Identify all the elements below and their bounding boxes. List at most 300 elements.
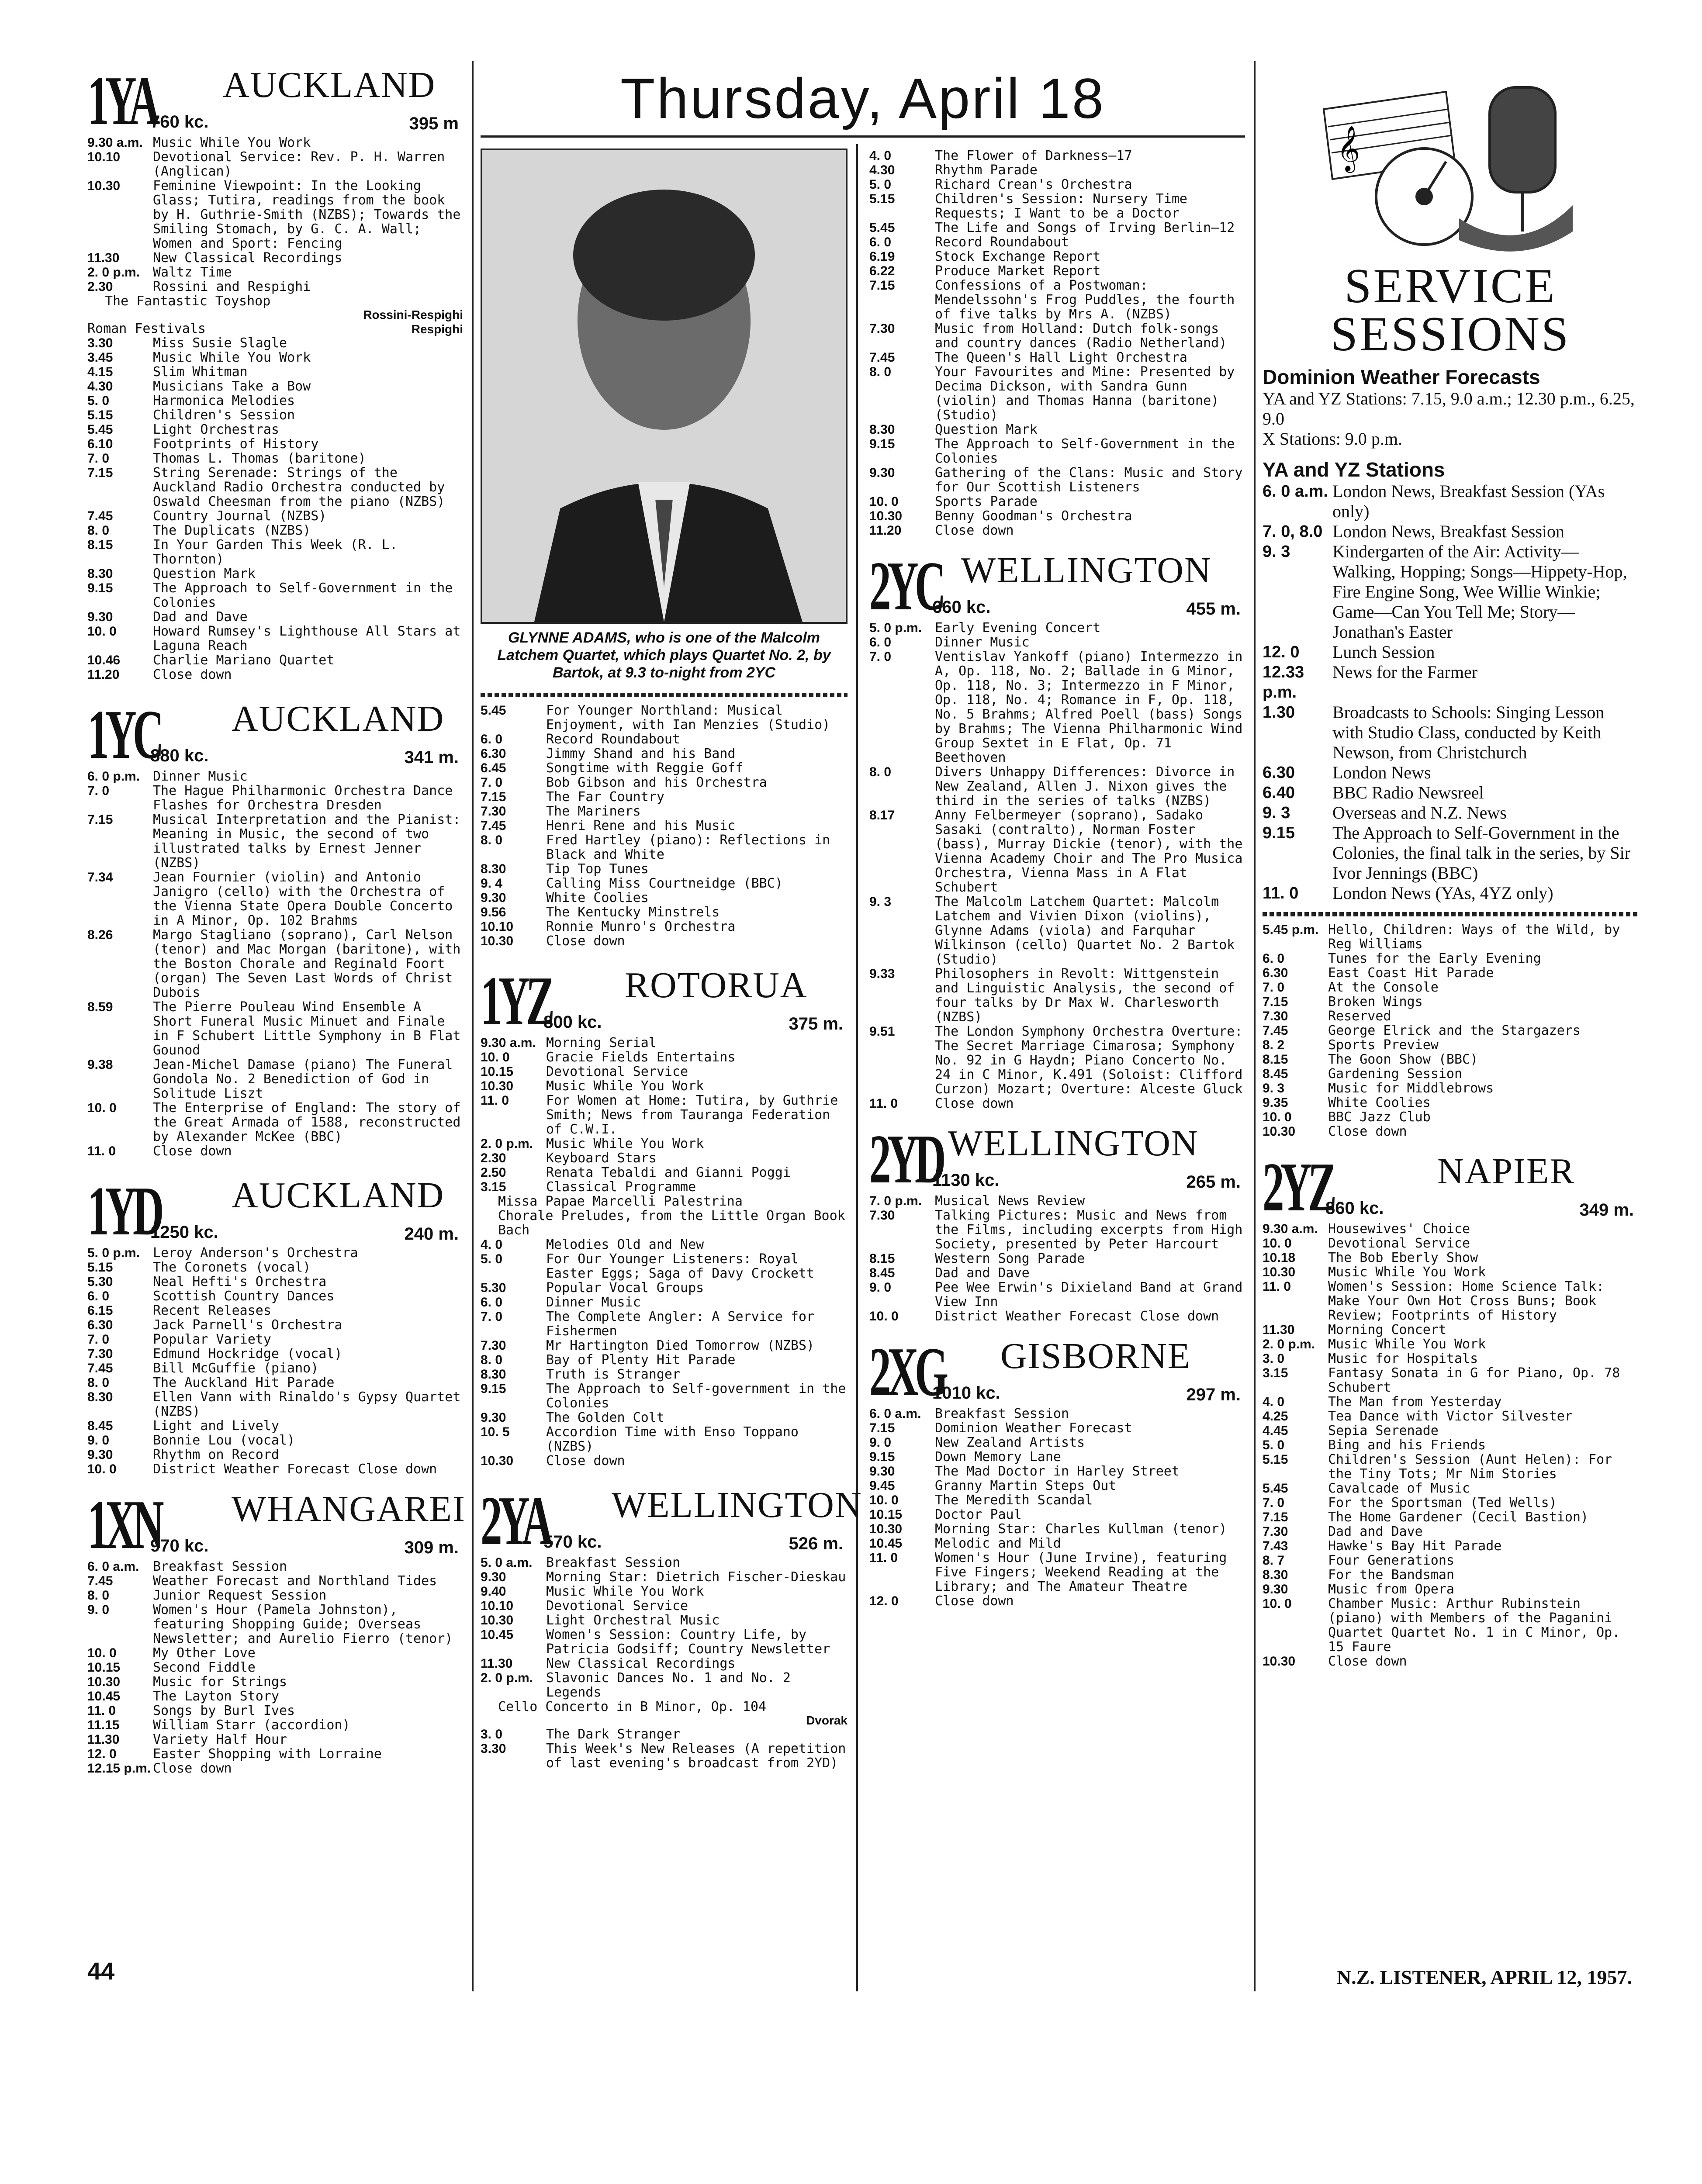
- programme-title: Music While You Work: [546, 1584, 704, 1599]
- programme-time: 7.15: [87, 466, 113, 480]
- composer: Dvorak: [806, 1714, 848, 1727]
- callsign: 2YZ: [1263, 1148, 1333, 1226]
- programme-entry: [87, 1375, 463, 1390]
- programme-entry: [481, 1093, 848, 1137]
- schedule-1ya-cont: [87, 336, 463, 682]
- programme-title: Close down: [935, 1096, 1014, 1111]
- programme-entry: [481, 1599, 848, 1613]
- programme-title: Granny Martin Steps Out: [935, 1478, 1117, 1493]
- programme-time: 9. 3: [869, 895, 892, 909]
- programme-title: Women's Session: Home Science Talk: Make Your Own Hot Cross Buns; Book Review; Footprints of History: [1328, 1279, 1605, 1323]
- programme-title: Recent Releases: [153, 1303, 271, 1318]
- wavelength: 341 m.: [404, 748, 459, 767]
- callsign: 1YA: [87, 62, 156, 139]
- programme-entry: [1263, 1081, 1638, 1095]
- programme-entry: [1263, 966, 1638, 980]
- frequency: 880 kc.: [150, 746, 209, 765]
- programme-time: 3.30: [87, 336, 113, 350]
- programme-entry: [87, 784, 463, 812]
- programme-title: Music While You Work: [546, 1136, 704, 1151]
- column-rule-3: [1254, 61, 1256, 1991]
- programme-time: 9. 3: [1263, 1081, 1285, 1095]
- programme-title: Keyboard Stars: [546, 1151, 657, 1166]
- frequency: 760 kc.: [150, 112, 209, 131]
- programme-entry: [87, 1433, 463, 1448]
- callsign: 2YA: [481, 1482, 550, 1559]
- dwf-line-2: X Stations: 9.0 p.m.: [1263, 429, 1403, 449]
- programme-time: 8. 0: [869, 765, 892, 779]
- programme-title: Cavalcade of Music: [1328, 1481, 1470, 1496]
- programme-title: Question Mark: [935, 422, 1038, 437]
- programme-title: Breakfast Session: [935, 1406, 1069, 1421]
- programme-title: Leroy Anderson's Orchestra: [153, 1245, 358, 1261]
- programme-entry: [87, 394, 463, 408]
- programme-title: Stock Exchange Report: [935, 249, 1101, 264]
- programme-title: The Duplicats (NZBS): [153, 523, 311, 538]
- programme-time: 5.45: [1263, 1481, 1288, 1496]
- programme-title: Truth is Stranger: [546, 1367, 681, 1382]
- dwf-line-1: YA and YZ Stations: 7.15, 9.0 a.m.; 12.30 p.m., 6.25, 9.0: [1263, 389, 1635, 429]
- programme-time: 6. 0 a.m.: [1263, 482, 1328, 501]
- programme-time: 9.30 a.m.: [1263, 1222, 1318, 1236]
- programme-time: 11.30: [87, 1732, 120, 1747]
- programme-time: 6.30: [1263, 966, 1288, 980]
- programme-time: 10. 0: [1263, 1236, 1292, 1251]
- programme-time: 6.22: [869, 264, 895, 278]
- schedule-2yz: [1263, 1222, 1638, 1669]
- programme-entry: [481, 1180, 848, 1194]
- programme-title: Feminine Viewpoint: In the Looking Glass; Tutira, readings from the book by H. Guthrie-Smith (NZBS); Towards the Smiling Stomach, by G. C. A. Wall; Women and Sport: Fencing: [153, 178, 461, 251]
- wavelength: 395 m: [409, 114, 459, 133]
- programme-time: 2. 0 p.m.: [87, 265, 140, 280]
- service-sessions-title: [1263, 259, 1638, 361]
- programme-time: 7.30: [1263, 1524, 1288, 1539]
- programme-title: Pee Wee Erwin's Dixieland Band at Grand View Inn: [935, 1280, 1243, 1310]
- programme-time: 8. 0: [481, 833, 503, 847]
- programme-title: Women's Hour (Pamela Johnston), featuring Shopping Guide; Overseas Newsletter; and Aurelio Fierro (tenor): [153, 1602, 453, 1646]
- programme-title: Mr Hartington Died Tomorrow (NZBS): [546, 1338, 815, 1353]
- programme-title: Confessions of a Postwoman: Mendelssohn's Frog Puddles, the fourth of five talks by Mrs A. (NZBS): [935, 278, 1235, 322]
- programme-time: 6.30: [481, 746, 506, 761]
- programme-title: Miss Susie Slagle: [153, 335, 287, 351]
- programme-entry: [869, 1435, 1245, 1450]
- programme-title: Music While You Work: [1328, 1265, 1486, 1280]
- programme-time: 4. 0: [481, 1237, 503, 1252]
- programme-title: Broadcasts to Schools: Singing Lesson with Studio Class, conducted by Keith Newson, from Christchurch: [1332, 702, 1605, 762]
- programme-title: Produce Market Report: [935, 263, 1101, 279]
- programme-title: Dominion Weather Forecast: [935, 1420, 1132, 1436]
- programme-entry: [87, 567, 463, 581]
- programme-title: Music While You Work: [546, 1078, 704, 1094]
- frequency: 1250 kc.: [150, 1223, 218, 1242]
- programme-title: Broken Wings: [1328, 994, 1423, 1009]
- programme-entry: [481, 1382, 848, 1410]
- programme-time: 9. 0: [87, 1603, 110, 1617]
- programme-entry: [481, 1671, 848, 1700]
- programme-note: Cello Concerto in B Minor, Op. 104: [498, 1699, 767, 1714]
- programme-title: Close down: [153, 1761, 232, 1776]
- programme-entry: [869, 1594, 1245, 1608]
- programme-title: At the Console: [1328, 980, 1439, 995]
- programme-title: Close down: [546, 933, 625, 949]
- city: ROTORUA: [625, 965, 808, 1006]
- programme-entry: [87, 1390, 463, 1419]
- programme-title: Doctor Paul: [935, 1507, 1022, 1522]
- issue-line: N.Z. LISTENER, APRIL 12, 1957.: [1336, 1966, 1632, 1988]
- schedule-2yc: [869, 621, 1245, 1111]
- programme-time: 10. 0: [87, 1646, 117, 1660]
- programme-entry: [481, 1613, 848, 1628]
- programme-title: The Pierre Pouleau Wind Ensemble A Short Funeral Music Minuet and Finale in F Schubert Little Symphony in B Flat Gounod: [153, 999, 461, 1058]
- programme-entry: [481, 876, 848, 891]
- programme-title: The Flower of Darkness—17: [935, 148, 1132, 163]
- programme-title: The Meredith Scandal: [935, 1493, 1093, 1508]
- programme-time: 12.33 p.m.: [1263, 663, 1304, 702]
- programme-title: Anny Felbermeyer (soprano), Sadako Sasaki (contralto), Norman Foster (bass), Murray Dickie (tenor), with the Vienna Academy Choir and The Pro Musica Orchestra, Vienna Mass in A Flat Schubert: [935, 808, 1243, 895]
- programme-time: 9.30: [87, 1448, 113, 1462]
- programme-time: 5.45: [869, 221, 895, 235]
- station-1yz: [481, 961, 848, 1040]
- programme-time: 9.30 a.m.: [87, 135, 143, 150]
- divider: [481, 693, 848, 697]
- programme-title: The Life and Songs of Irving Berlin—12: [935, 220, 1235, 235]
- programme-entry: [87, 1101, 463, 1144]
- programme-title: The Malcolm Latchem Quartet: Malcolm Latchem and Vivien Dixon (violins), Glynne Adams (viola) and Farquhar Wilkinson (cello) Quartet No. 2 Bartok (Studio): [935, 894, 1235, 967]
- schedule-2xg: [869, 1406, 1245, 1608]
- programme-entry: [869, 278, 1245, 321]
- programme-entry: [87, 870, 463, 928]
- programme-title: Sports Preview: [1328, 1037, 1439, 1053]
- programme-time: 11. 0: [1263, 1279, 1291, 1294]
- programme-title: Bill McGuffie (piano): [153, 1361, 319, 1376]
- service-list: [1263, 481, 1638, 903]
- programme-time: 9.30: [1263, 1582, 1288, 1597]
- programme-entry: [87, 1646, 463, 1660]
- programme-title: The Queen's Hall Light Orchestra: [935, 350, 1187, 365]
- yayz-heading: YA and YZ Stations: [1263, 458, 1445, 481]
- programme-entry: [1263, 1124, 1638, 1139]
- programme-title: The Man from Yesterday: [1328, 1394, 1502, 1410]
- programme-entry: [87, 179, 463, 251]
- programme-title: Record Roundabout: [935, 235, 1069, 250]
- schedule-1xn: [87, 1559, 463, 1776]
- programme-entry: [1263, 542, 1638, 642]
- wavelength: 309 m.: [404, 1538, 459, 1557]
- programme-time: 4.45: [1263, 1424, 1288, 1438]
- programme-entry: [1263, 1568, 1638, 1582]
- programme-title: The Golden Colt: [546, 1410, 664, 1425]
- programme-entry: [869, 494, 1245, 509]
- programme-entry: [1263, 1553, 1638, 1568]
- programme-entry: [87, 509, 463, 523]
- programme-entry: [1263, 1052, 1638, 1067]
- programme-title: Record Roundabout: [546, 732, 681, 747]
- programme-title: The Approach to Self-Government in the Colonies: [153, 581, 453, 610]
- programme-title: Ventislav Yankoff (piano) Intermezzo in A, Op. 118, No. 2; Ballade in G Minor, Op. 118, No. 3; Intermezzo in F Minor, Op. 118, No. 4; Romance in F, Op. 118, No. 5 Brahms; Alfred Poell (bass) Songs by Brahms; The Vienna Philharmonic Wind Group Sextet in E Flat, Op. 71 Beethoven: [935, 649, 1243, 765]
- programme-title: London News: [1332, 763, 1431, 782]
- programme-entry: [87, 350, 463, 365]
- programme-time: 9. 3: [1263, 543, 1290, 561]
- programme-title: District Weather Forecast Close down: [153, 1462, 437, 1477]
- programme-entry: [481, 1367, 848, 1382]
- portrait-photo: [482, 150, 846, 622]
- programme-entry: [1263, 1265, 1638, 1279]
- programme-title: London News, Breakfast Session (YAs only): [1332, 481, 1605, 521]
- programme-time: 10. 0: [87, 1101, 117, 1115]
- programme-entry: [481, 1295, 848, 1310]
- programme-entry: [481, 1656, 848, 1671]
- programme-entry: [87, 466, 463, 509]
- programme-title: Henri Rene and his Music: [546, 818, 736, 833]
- programme-time: 5. 0: [481, 1252, 503, 1266]
- programme-entry: [869, 1536, 1245, 1551]
- programme-time: 10.30: [869, 509, 903, 523]
- programme-title: In Your Garden This Week (R. L. Thornton): [153, 537, 398, 567]
- programme-entry: [1263, 1395, 1638, 1409]
- programme-time: 10. 0: [481, 1050, 510, 1064]
- programme-entry: [481, 1064, 848, 1079]
- programme-entry: [87, 1603, 463, 1646]
- programme-title: Hawke's Bay Hit Parade: [1328, 1538, 1502, 1554]
- programme-time: 4.15: [87, 365, 113, 379]
- programme-time: 8.30: [869, 422, 895, 437]
- programme-title: Kindergarten of the Air: Activity—Walking, Hopping; Songs—Hippety-Hop, Fire Engine Song, Wee Willie Winkie; Game—Can You Tell Me; Story—Jonathan's Easter: [1332, 542, 1627, 642]
- programme-title: Morning Serial: [546, 1035, 657, 1051]
- programme-time: 7.45: [481, 819, 506, 833]
- page-header: [481, 66, 1245, 138]
- programme-entry: [1263, 1351, 1638, 1366]
- programme-title: For Younger Northland: Musical Enjoyment, with Ian Menzies (Studio): [546, 703, 830, 733]
- programme-time: 6.30: [1263, 764, 1295, 782]
- programme-time: 3. 0: [481, 1727, 503, 1742]
- programme-time: 6. 0: [481, 732, 503, 746]
- programme-entry: [481, 761, 848, 775]
- programme-time: 8.15: [1263, 1052, 1288, 1067]
- station-1yc: [87, 695, 463, 773]
- programme-time: 3.30: [481, 1742, 506, 1756]
- programme-time: 7. 0: [1263, 1496, 1285, 1510]
- programme-title: Dad and Dave: [153, 609, 248, 625]
- programme-time: 11.15: [87, 1718, 120, 1732]
- programme-title: Music for Hospitals: [1328, 1351, 1478, 1366]
- programme-time: 5.30: [87, 1275, 113, 1289]
- programme-time: 7.45: [1263, 1023, 1288, 1038]
- programme-time: 8. 0: [869, 365, 892, 379]
- programme-entry: [87, 1588, 463, 1603]
- programme-entry: [87, 1260, 463, 1275]
- programme-time: 9.15: [869, 1450, 895, 1464]
- programme-time: 7.45: [87, 1574, 113, 1588]
- callsign: 1YZ: [481, 962, 551, 1040]
- programme-entry: [481, 905, 848, 919]
- callsign: 1XN: [87, 1486, 160, 1563]
- programme-title: For the Sportsman (Ted Wells): [1328, 1495, 1557, 1510]
- programme-title: The London Symphony Orchestra Overture: The Secret Marriage Cimarosa; Symphony No. 92 in G Haydn; Piano Concerto No. 24 in C Minor, K.491 (Soloist: Clifford Curzon) Mozart; Overture: Alceste Gluck: [935, 1024, 1243, 1097]
- programme-time: 6.15: [87, 1303, 113, 1318]
- programme-entry: [481, 703, 848, 732]
- programme-time: 12. 0: [87, 1747, 117, 1761]
- programme-title: Morning Star: Dietrich Fischer-Dieskau: [546, 1569, 846, 1585]
- programme-time: 10.30: [481, 1613, 514, 1628]
- city: GISBORNE: [1000, 1336, 1191, 1376]
- programme-title: Harmonica Melodies: [153, 393, 295, 408]
- programme-entry: [1263, 1110, 1638, 1124]
- programme-title: Morning Star: Charles Kullman (tenor): [935, 1521, 1227, 1537]
- programme-title: Dinner Music: [935, 635, 1030, 650]
- programme-title: Musical Interpretation and the Pianist: Meaning in Music, the second of two illustrated talks by Ernest Jenner (NZBS): [153, 812, 461, 871]
- programme-time: 9.30: [87, 610, 113, 624]
- programme-title: London News (YAs, 4YZ only): [1332, 883, 1553, 903]
- programme-time: 9. 4: [481, 876, 503, 891]
- programme-time: 4. 0: [869, 149, 892, 163]
- programme-time: 8. 0: [87, 523, 110, 538]
- programme-entry: [87, 1704, 463, 1718]
- programme-time: 10.10: [481, 1599, 514, 1613]
- programme-time: 8. 0: [87, 1375, 110, 1390]
- programme-title: Edmund Hockridge (vocal): [153, 1346, 342, 1362]
- station-2ya: [481, 1481, 862, 1559]
- programme-title: Sepia Serenade: [1328, 1423, 1439, 1438]
- programme-entry: [87, 1660, 463, 1675]
- programme-time: 4.30: [87, 379, 113, 394]
- programme-time: 8. 2: [1263, 1038, 1285, 1052]
- programme-time: 5. 0: [1263, 1438, 1285, 1452]
- programme-entry: [481, 1079, 848, 1093]
- city: WHANGAREI: [232, 1489, 466, 1529]
- programme-title: Jean-Michel Damase (piano) The Funeral Gondola No. 2 Benediction of God in Solitude Liszt: [153, 1057, 453, 1101]
- programme-title: Waltz Time: [153, 265, 232, 280]
- programme-title: Close down: [1328, 1124, 1407, 1139]
- programme-entry: [481, 1137, 848, 1151]
- programme-time: 7. 0: [481, 1310, 503, 1324]
- programme-time: 4.25: [1263, 1409, 1288, 1424]
- programme-time: 2.30: [481, 1151, 506, 1165]
- programme-title: Morning Concert: [1328, 1322, 1446, 1337]
- programme-title: Close down: [935, 523, 1014, 538]
- programme-title: Popular Variety: [153, 1332, 271, 1347]
- schedule-2ya-cont: [481, 1727, 848, 1770]
- programme-title: The Goon Show (BBC): [1328, 1052, 1478, 1067]
- programme-time: 11. 0: [1263, 884, 1299, 902]
- programme-title: Breakfast Session: [153, 1559, 287, 1574]
- programme-time: 2. 0 p.m.: [481, 1137, 533, 1151]
- wavelength: 526 m.: [789, 1534, 843, 1553]
- programme-time: 10.18: [1263, 1251, 1296, 1265]
- programme-entry: [869, 1551, 1245, 1594]
- programme-time: 6.19: [869, 249, 895, 264]
- programme-title: Jimmy Shand and his Band: [546, 746, 736, 761]
- programme-entry: [869, 509, 1245, 523]
- programme-entry: [1263, 1510, 1638, 1524]
- programme-entry: [87, 1275, 463, 1289]
- programme-title: Fred Hartley (piano): Reflections in Black and White: [546, 833, 830, 862]
- programme-title: Gathering of the Clans: Music and Story for Our Scottish Listeners: [935, 465, 1243, 495]
- callsign: 1YD: [87, 1172, 160, 1250]
- programme-entry: [87, 610, 463, 624]
- programme-title: Fantasy Sonata in G for Piano, Op. 78 Schubert: [1328, 1365, 1620, 1395]
- callsign: 1YC: [87, 695, 160, 773]
- wavelength: 349 m.: [1579, 1200, 1634, 1220]
- composer: Respighi: [411, 322, 463, 336]
- programme-time: 5. 0: [87, 394, 110, 408]
- programme-time: 7. 0, 8.0: [1263, 522, 1323, 541]
- programme-entry: [1263, 1038, 1638, 1052]
- programme-entry: [1263, 522, 1638, 542]
- programme-title: New Zealand Artists: [935, 1435, 1085, 1450]
- programme-time: 7. 0: [87, 451, 110, 466]
- programme-entry: [481, 862, 848, 876]
- programme-title: The Kentucky Minstrels: [546, 905, 720, 920]
- programme-entry: [87, 1057, 463, 1101]
- programme-title: Thomas L. Thomas (baritone): [153, 451, 366, 466]
- programme-title: Rhythm on Record: [153, 1447, 279, 1462]
- programme-title: Slim Whitman: [153, 364, 248, 380]
- programme-title: New Classical Recordings: [153, 250, 342, 266]
- schedule-2yd: [869, 1194, 1245, 1324]
- programme-entry: [869, 1479, 1245, 1493]
- programme-entry: [1263, 923, 1638, 951]
- programme-entry: [87, 1718, 463, 1732]
- programme-entry: [87, 437, 463, 451]
- programme-entry: [869, 422, 1245, 437]
- programme-time: 2.30: [87, 280, 113, 294]
- programme-entry: [87, 1303, 463, 1318]
- programme-title: Children's Session: [153, 408, 295, 423]
- city: NAPIER: [1437, 1151, 1575, 1192]
- programme-time: 10. 0: [1263, 1110, 1292, 1124]
- programme-entry: [481, 804, 848, 819]
- programme-time: 11.20: [87, 667, 120, 682]
- programme-title: The Dark Stranger: [546, 1727, 681, 1742]
- city: AUCKLAND: [232, 1175, 445, 1216]
- programme-entry: [87, 265, 463, 280]
- programme-title: Dad and Dave: [935, 1265, 1030, 1281]
- programme-entry: [481, 1338, 848, 1353]
- programme-title: Devotional Service: [546, 1598, 688, 1614]
- programme-time: 8.45: [1263, 1067, 1288, 1081]
- programme-time: 8.59: [87, 1000, 113, 1014]
- programme-entry: [869, 765, 1245, 808]
- station-2xg: [869, 1332, 1245, 1410]
- programme-note: Missa Papae Marcelli Palestrina Chorale Preludes, from the Little Organ Book Bach: [498, 1194, 845, 1238]
- programme-entry: [869, 1522, 1245, 1536]
- programme-time: 7. 0: [481, 775, 503, 790]
- programme-time: 6. 0 a.m.: [869, 1406, 921, 1421]
- programme-title: Songs by Burl Ives: [153, 1703, 295, 1718]
- programme-entry: [87, 667, 463, 682]
- programme-entry: [481, 1310, 848, 1338]
- programme-entry: [869, 437, 1245, 466]
- programme-title: Gracie Fields Entertains: [546, 1050, 736, 1065]
- title-line-2: SESSIONS: [1330, 307, 1571, 361]
- title-line-1: SERVICE: [1344, 259, 1557, 313]
- programme-title: Music for Middlebrows: [1328, 1081, 1494, 1096]
- programme-time: 6. 0: [481, 1295, 503, 1310]
- programme-title: For the Bandsman: [1328, 1567, 1454, 1583]
- programme-title: Musicians Take a Bow: [153, 379, 311, 394]
- programme-title: Classical Programme: [546, 1179, 696, 1195]
- programme-time: 5.30: [481, 1281, 506, 1295]
- programme-time: 10.15: [481, 1064, 514, 1079]
- programme-time: 9.35: [1263, 1095, 1288, 1110]
- programme-title: Junior Request Session: [153, 1588, 327, 1603]
- programme-entry: [1263, 1438, 1638, 1452]
- programme-time: 9.30: [869, 1464, 895, 1479]
- column-1: [87, 57, 466, 2105]
- programme-time: 4. 0: [1263, 1395, 1285, 1409]
- programme-time: 8.45: [869, 1266, 895, 1280]
- city: AUCKLAND: [223, 65, 436, 105]
